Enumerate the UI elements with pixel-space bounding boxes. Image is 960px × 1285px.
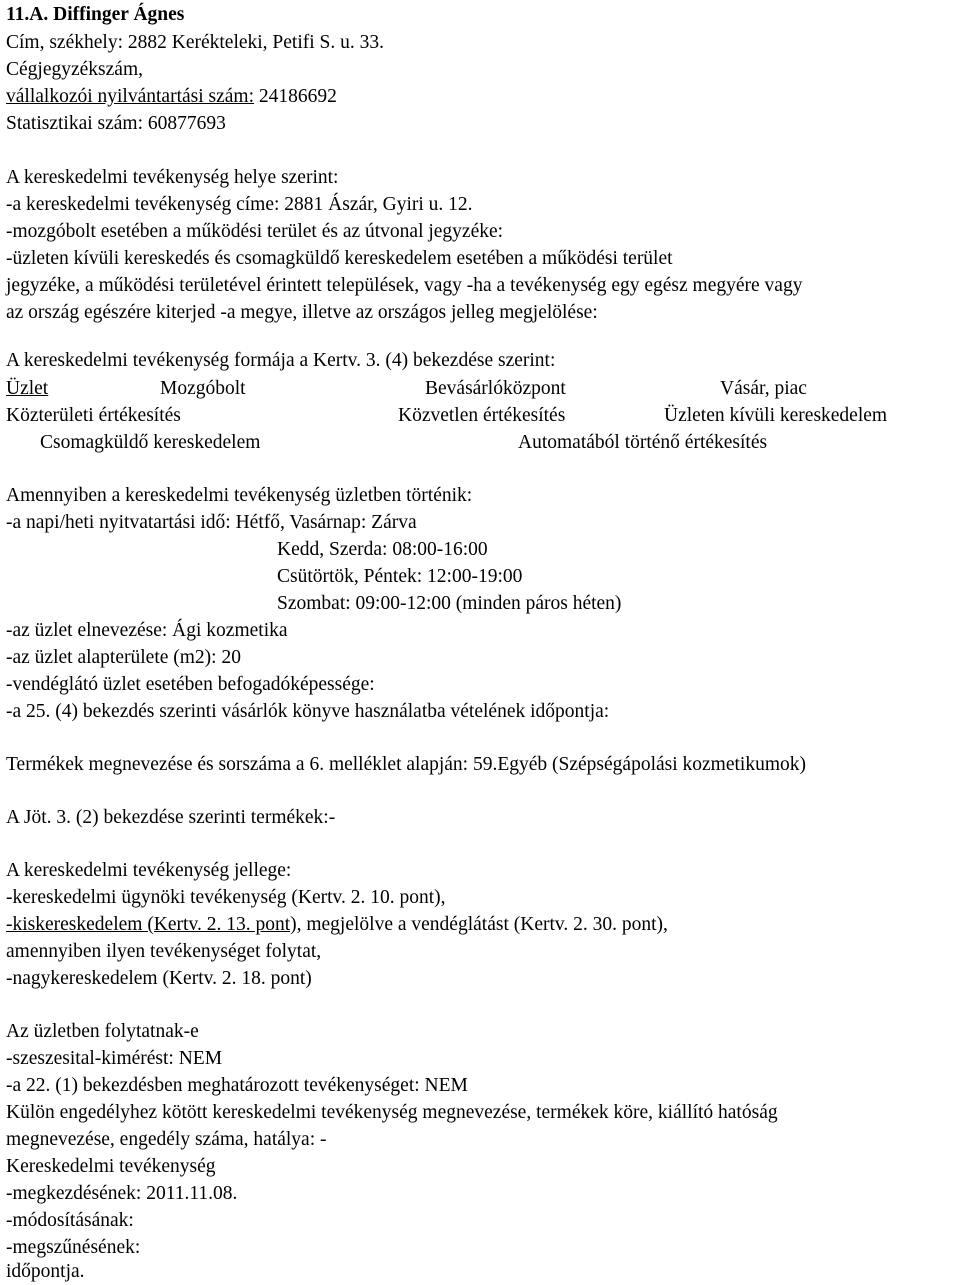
jot-products: A Jöt. 3. (2) bekezdése szerinti termékek:- [6, 807, 336, 828]
option-csomagkuldo: Csomagküldő kereskedelem [40, 432, 261, 453]
entrepreneur-label: vállalkozói nyilvántartási szám: [6, 86, 255, 107]
option-uzlet: Üzlet [6, 378, 49, 399]
products-line: Termékek megnevezése és sorszáma a 6. melléklet alapján: 59.Egyéb (Szépségápolási kozmetikumok) [6, 754, 807, 775]
shop-name: -az üzlet elnevezése: Ági kozmetika [6, 620, 288, 641]
address-line: Cím, székhely: 2882 Kerékteleki, Petifi S. u. 33. [6, 32, 385, 53]
statistical-number: Statisztikai szám: 60877693 [6, 113, 226, 134]
permit-line-2: megnevezése, engedély száma, hatálya: - [6, 1129, 327, 1150]
alcohol-line: -szeszesital-kimérést: NEM [6, 1048, 223, 1069]
modify-date: -módosításának: [6, 1210, 134, 1231]
option-kozvetlen: Közvetlen értékesítés [398, 405, 566, 426]
mobile-area-line: -mozgóbolt esetében a működési terület és az útvonal jegyzéke: [6, 221, 504, 242]
opening-hours-thu-fri: Csütörtök, Péntek: 12:00-19:00 [277, 566, 523, 587]
time-label: időpontja. [6, 1261, 85, 1282]
nature-retail-rest: megjelölve a vendéglátást (Kertv. 2. 30. pont), [301, 914, 668, 935]
start-date: -megkezdésének: 2011.11.08. [6, 1183, 238, 1204]
location-heading: A kereskedelmi tevékenység helye szerint: [6, 167, 339, 188]
opening-hours-sat: Szombat: 09:00-12:00 (minden páros héten) [277, 593, 622, 614]
outside-line-2: jegyzéke, a működési területével érintett települések, vagy -ha a tevékenység egy egész megyére vagy [6, 275, 803, 296]
option-kozteruleti: Közterületi értékesítés [6, 405, 181, 426]
entrepreneur-number: 24186692 [254, 86, 337, 107]
entrepreneur-line [6, 84, 337, 110]
document-title: 11.A. Diffinger Ágnes [6, 4, 185, 25]
outside-line-1: -üzleten kívüli kereskedés és csomagküldő kereskedelem esetében a működési terület [6, 248, 673, 269]
nature-wholesale: -nagykereskedelem (Kertv. 2. 18. pont) [6, 968, 312, 989]
nature-heading: A kereskedelmi tevékenység jellege: [6, 860, 292, 881]
shop-area: -az üzlet alapterülete (m2): 20 [6, 647, 241, 668]
option-vasar-piac: Vásár, piac [720, 378, 807, 399]
option-uzleten-kivuli: Üzleten kívüli kereskedelem [664, 405, 888, 426]
shop-capacity: -vendéglátó üzlet esetében befogadóképessége: [6, 674, 375, 695]
outside-line-3: az ország egészére kiterjed -a megye, illetve az országos jelleg megjelölése: [6, 302, 598, 323]
option-mozgobolt: Mozgóbolt [160, 378, 246, 399]
activity22-line: -a 22. (1) bekezdésben meghatározott tevékenységet: NEM [6, 1075, 468, 1096]
customer-book: -a 25. (4) bekezdés szerinti vásárlók könyve használatba vételének időpontja: [6, 701, 610, 722]
opening-hours-label: -a napi/heti nyitvatartási idő: Hétfő, Vasárnap: Zárva [6, 512, 417, 533]
nature-retail-cont: amennyiben ilyen tevékenységet folytat, [6, 941, 322, 962]
permit-line-1: Külön engedélyhez kötött kereskedelmi tevékenység megnevezése, termékek köre, kiállító hatóság [6, 1102, 778, 1123]
nature-retail [6, 912, 668, 938]
conducted-heading: Az üzletben folytatnak-e [6, 1021, 199, 1042]
option-automata: Automatából történő értékesítés [518, 432, 768, 453]
end-date: -megszűnésének: [6, 1237, 141, 1258]
opening-hours-tue-wed: Kedd, Szerda: 08:00-16:00 [277, 539, 488, 560]
form-heading: A kereskedelmi tevékenység formája a Kertv. 3. (4) bekezdése szerint: [6, 350, 556, 371]
location-address: -a kereskedelmi tevékenység címe: 2881 Ászár, Gyiri u. 12. [6, 194, 473, 215]
option-bevasarlokozpont: Bevásárlóközpont [425, 378, 566, 399]
nature-agent: -kereskedelmi ügynöki tevékenység (Kertv. 2. 10. pont), [6, 887, 446, 908]
nature-retail-underlined: -kiskereskedelem (Kertv. 2. 13. pont), [6, 914, 302, 935]
registry-label: Cégjegyzékszám, [6, 59, 143, 80]
activity-label: Kereskedelmi tevékenység [6, 1156, 216, 1177]
shop-heading: Amennyiben a kereskedelmi tevékenység üzletben történik: [6, 485, 473, 506]
